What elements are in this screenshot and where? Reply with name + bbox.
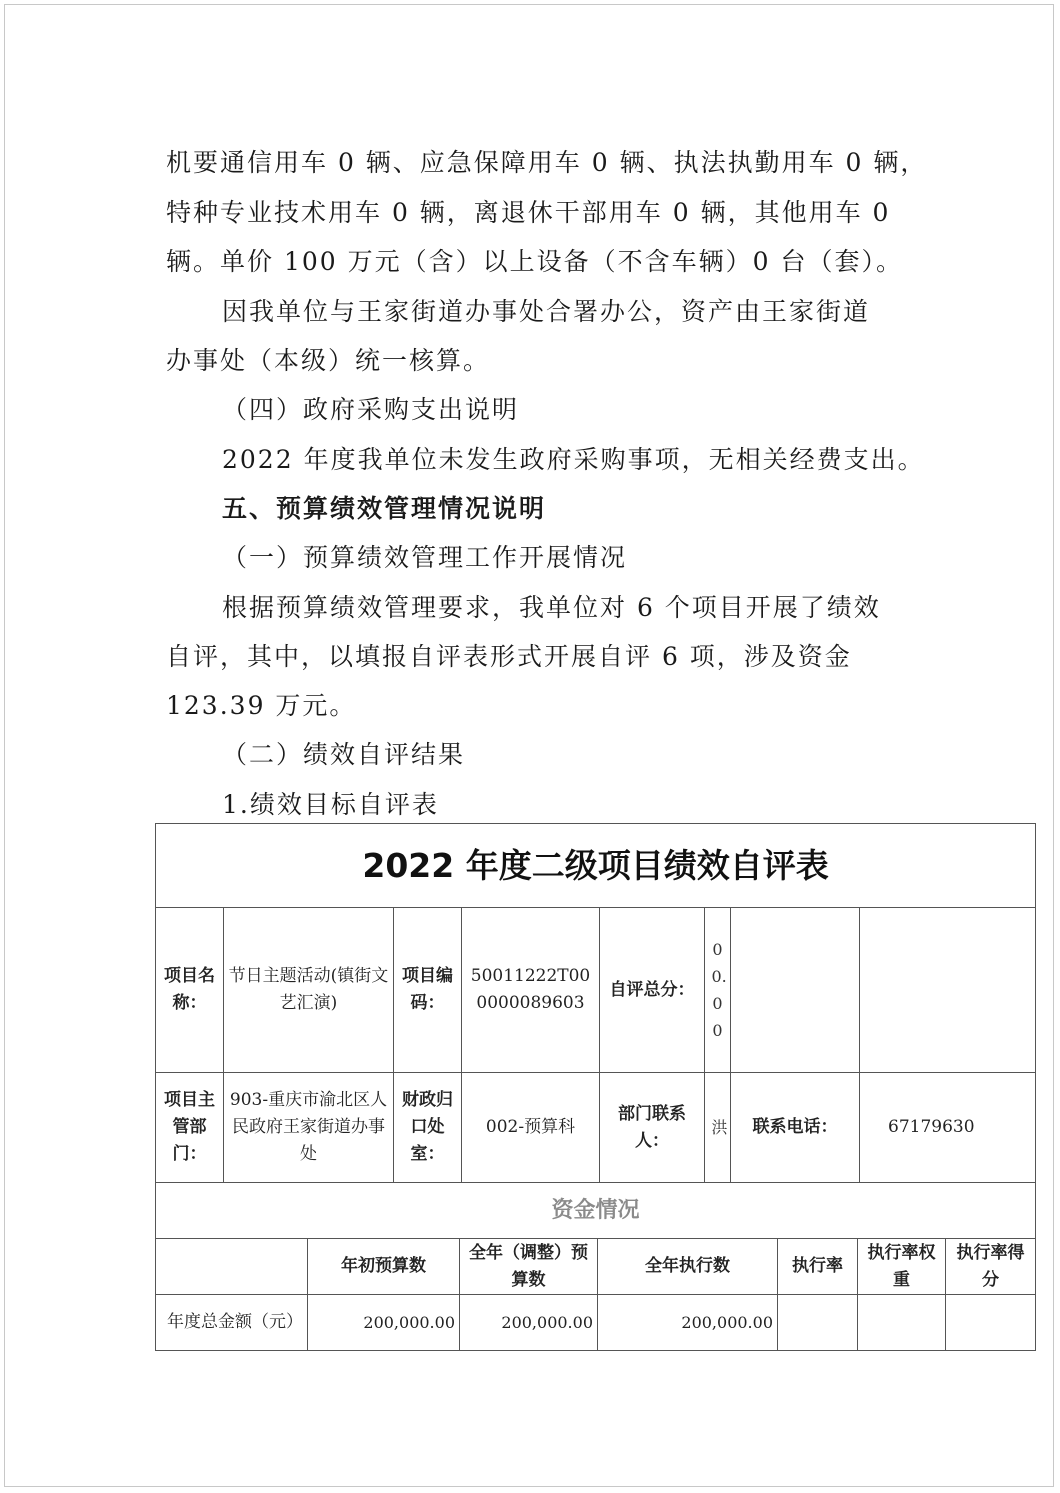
header-initial-budget: 年初预算数 <box>308 1239 460 1295</box>
body-text-line: 因我单位与王家街道办事处合署办公，资产由王家街道 <box>222 297 871 326</box>
project-code-label: 项目编码： <box>394 908 462 1073</box>
body-text-line: 自评，其中，以填报自评表形式开展自评 6 项，涉及资金 <box>166 642 852 671</box>
project-name-label: 项目名称： <box>156 908 224 1073</box>
body-text-line: 根据预算绩效管理要求，我单位对 6 个项目开展了绩效 <box>222 593 881 622</box>
body-text-line: 机要通信用车 0 辆、应急保障用车 0 辆、执法执勤用车 0 辆， <box>166 148 928 177</box>
cell-exec-rate <box>778 1295 858 1351</box>
body-text-line: 辆。单价 100 万元（含）以上设备（不含车辆）0 台（套）。 <box>166 247 903 276</box>
header-exec-rate: 执行率 <box>778 1239 858 1295</box>
header-executed: 全年执行数 <box>598 1239 778 1295</box>
header-adjusted-budget: 全年（调整）预算数 <box>460 1239 598 1295</box>
phone-value: 67179630 <box>860 1073 1036 1183</box>
finance-value: 002-预算科 <box>462 1073 600 1183</box>
contact-cell <box>705 1073 731 1183</box>
phone-label: 联系电话： <box>731 1073 860 1183</box>
project-code-value: 50011222T000000089603 <box>462 908 600 1073</box>
dept-label: 项目主管部门： <box>156 1073 224 1183</box>
self-score-label: 自评总分： <box>600 908 705 1073</box>
table-row <box>156 1295 1036 1351</box>
self-score-cell <box>705 908 731 1073</box>
subsection-heading: （二）绩效自评结果 <box>222 740 466 769</box>
empty-cell <box>731 908 860 1073</box>
header-exec-weight: 执行率权重 <box>858 1239 946 1295</box>
dept-value: 903-重庆市渝北区人民政府王家街道办事处 <box>224 1073 394 1183</box>
funds-table <box>155 1238 1036 1351</box>
cell-executed: 200,000.00 <box>598 1295 778 1351</box>
body-text-line: 办事处（本级）统一核算。 <box>166 346 491 375</box>
body-text-line: 1.绩效目标自评表 <box>222 790 439 819</box>
cell-exec-weight <box>858 1295 946 1351</box>
funds-section-header: 资金情况 <box>156 1183 1036 1239</box>
self-score-value: 00.00 <box>711 940 727 1040</box>
header-exec-score: 执行率得分 <box>946 1239 1036 1295</box>
empty-cell <box>860 908 1036 1073</box>
finance-label: 财政归口处室： <box>394 1073 462 1183</box>
contact-value: 洪 <box>711 1118 728 1137</box>
row-label: 年度总金额（元） <box>156 1295 308 1351</box>
contact-label: 部门联系人： <box>600 1073 705 1183</box>
project-info-table <box>155 823 1036 1239</box>
cell-exec-score <box>946 1295 1036 1351</box>
cell-initial-budget: 200,000.00 <box>308 1295 460 1351</box>
project-name-value: 节日主题活动(镇街文艺汇演) <box>224 908 394 1073</box>
body-text-line: 特种专业技术用车 0 辆，离退休干部用车 0 辆，其他用车 0 <box>166 198 891 227</box>
section-heading: 五、预算绩效管理情况说明 <box>222 494 547 523</box>
body-text-line: 123.39 万元。 <box>166 691 357 720</box>
cell-adjusted-budget: 200,000.00 <box>460 1295 598 1351</box>
body-text-line: 2022 年度我单位未发生政府采购事项，无相关经费支出。 <box>222 445 925 474</box>
table-title: 2022 年度二级项目绩效自评表 <box>156 824 1036 908</box>
subsection-heading: （一）预算绩效管理工作开展情况 <box>222 543 628 572</box>
subsection-heading: （四）政府采购支出说明 <box>222 395 520 424</box>
empty-header-cell <box>156 1239 308 1295</box>
